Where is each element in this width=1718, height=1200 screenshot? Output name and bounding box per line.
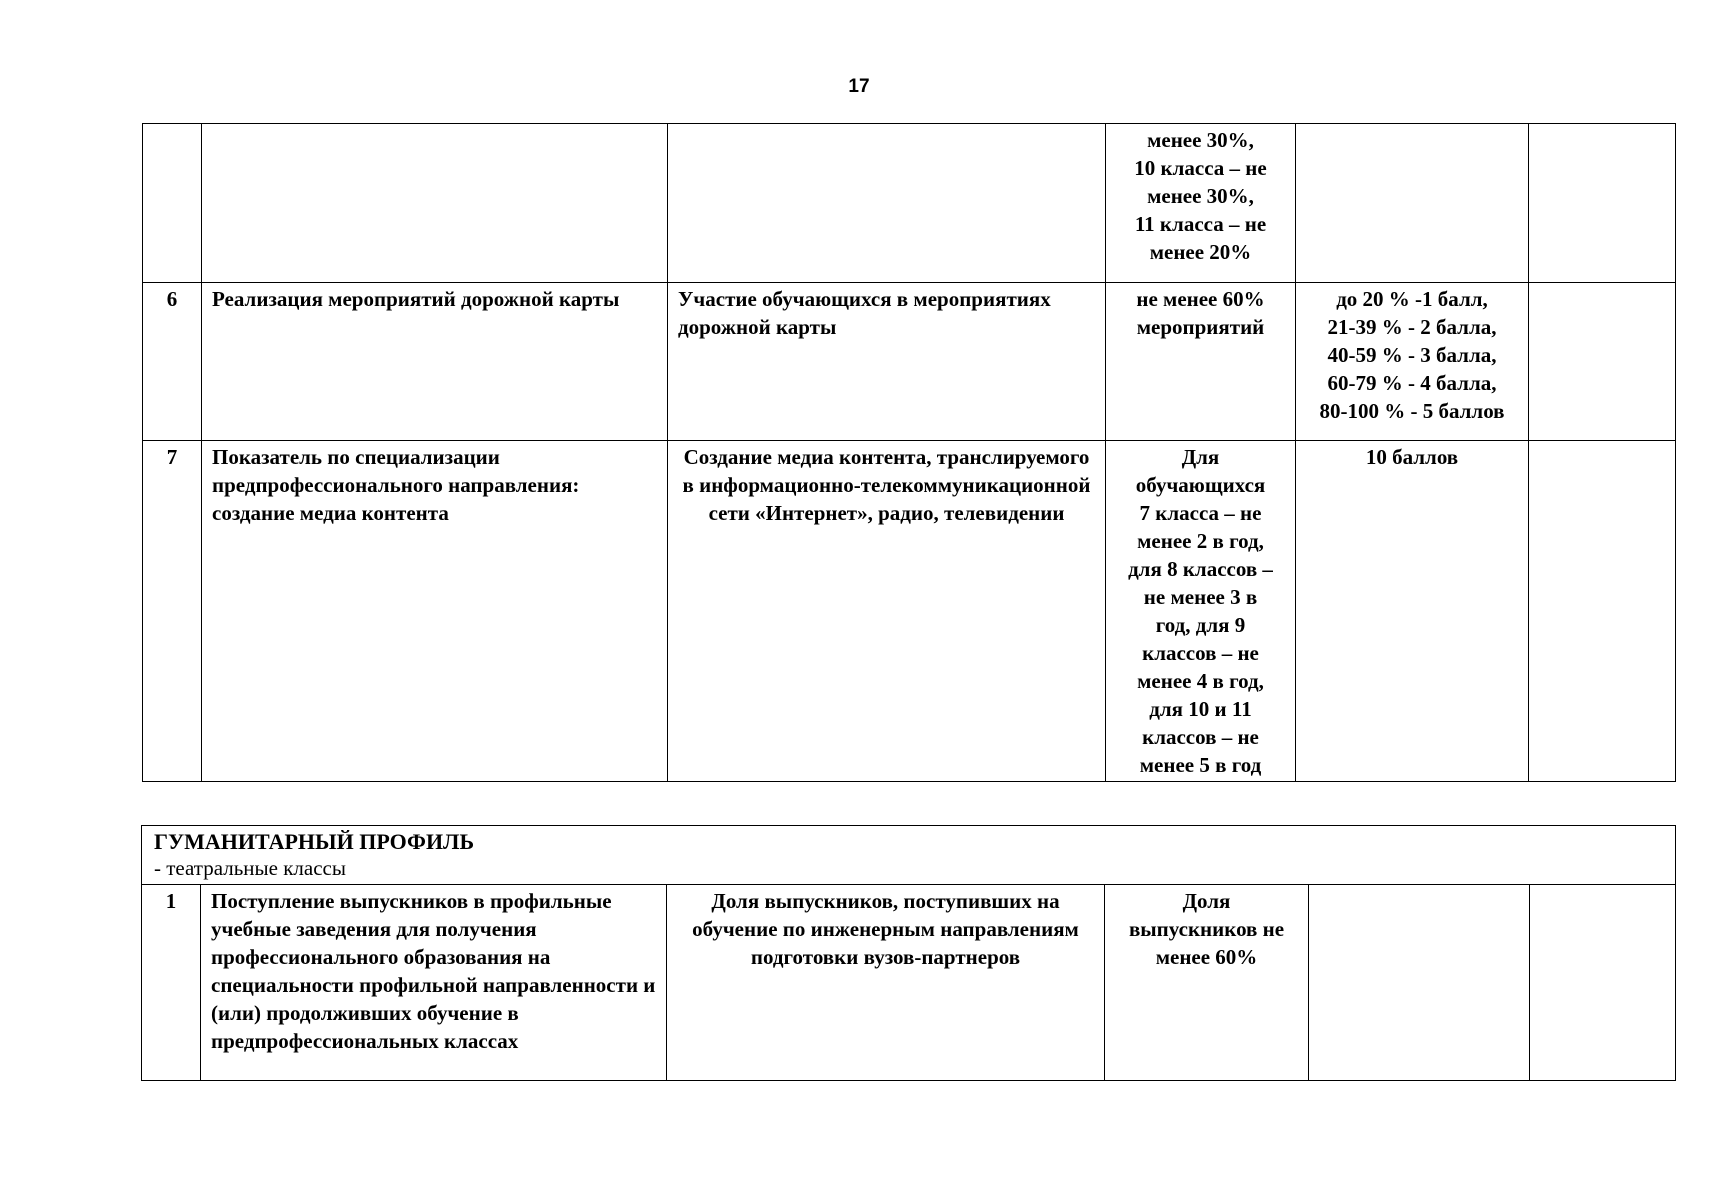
target-line: для 10 и 11 bbox=[1149, 697, 1252, 721]
target-line: менее 20% bbox=[1149, 240, 1252, 264]
target-line: 10 класса – не bbox=[1134, 156, 1267, 180]
profile-subtitle: - театральные классы bbox=[154, 856, 346, 880]
target-line: год, для 9 bbox=[1155, 613, 1246, 637]
target-line: менее 30%, bbox=[1147, 128, 1254, 152]
row-number bbox=[143, 124, 202, 283]
table-row bbox=[143, 124, 1676, 283]
target-line: для 8 классов – bbox=[1128, 557, 1273, 581]
target-line: классов – не bbox=[1142, 725, 1259, 749]
target-cell bbox=[1106, 283, 1296, 441]
score-line: 40-59 % - 3 балла, bbox=[1327, 343, 1497, 367]
target-line: Доля bbox=[1182, 889, 1231, 913]
row-number: 1 bbox=[142, 885, 201, 1081]
criterion-cell: Участие обучающихся в мероприятиях дорожной карты bbox=[668, 283, 1106, 441]
score-cell bbox=[1296, 283, 1529, 441]
score-line: 60-79 % - 4 балла, bbox=[1327, 371, 1497, 395]
humanities-profile-table bbox=[141, 825, 1676, 1081]
indicator-cell: Показатель по специализации предпрофессионального направления: создание медиа контента bbox=[202, 441, 668, 782]
criteria-table-continued bbox=[142, 123, 1676, 782]
target-line: Для bbox=[1181, 445, 1220, 469]
target-cell bbox=[1106, 441, 1296, 782]
criterion-cell: Доля выпускников, поступивших на обучение по инженерным направлениям подготовки вузов-партнеров bbox=[667, 885, 1105, 1081]
page-number: 17 bbox=[848, 76, 870, 97]
target-line: не менее 3 в bbox=[1143, 585, 1258, 609]
score-line: 10 баллов bbox=[1365, 445, 1459, 469]
target-line: мероприятий bbox=[1136, 315, 1265, 339]
row-number: 7 bbox=[143, 441, 202, 782]
target-line: менее 2 в год, bbox=[1137, 529, 1264, 553]
score-cell bbox=[1309, 885, 1530, 1081]
table-row bbox=[143, 283, 1676, 441]
target-line: менее 30%, bbox=[1147, 184, 1254, 208]
score-cell bbox=[1296, 441, 1529, 782]
extra-cell bbox=[1529, 441, 1676, 782]
target-line: менее 5 в год bbox=[1139, 753, 1262, 777]
extra-cell bbox=[1529, 124, 1676, 283]
target-line: не менее 60% bbox=[1136, 287, 1265, 311]
extra-cell bbox=[1530, 885, 1676, 1081]
indicator-cell bbox=[202, 124, 668, 283]
table-row bbox=[143, 441, 1676, 782]
score-line: до 20 % -1 балл, bbox=[1336, 287, 1488, 311]
indicator-cell: Реализация мероприятий дорожной карты bbox=[202, 283, 668, 441]
indicator-cell: Поступление выпускников в профильные учебные заведения для получения профессионального образования на специальности профильной направленности и (или) продолживших обучение в предпрофессиональных классах bbox=[201, 885, 667, 1081]
extra-cell bbox=[1529, 283, 1676, 441]
profile-header-cell bbox=[142, 826, 1676, 885]
table-row bbox=[142, 885, 1676, 1081]
target-line: классов – не bbox=[1142, 641, 1259, 665]
row-number: 6 bbox=[143, 283, 202, 441]
target-line: менее 60% bbox=[1155, 945, 1258, 969]
score-cell bbox=[1296, 124, 1529, 283]
target-cell bbox=[1105, 885, 1309, 1081]
target-line: менее 4 в год, bbox=[1137, 669, 1264, 693]
target-line: 11 класса – не bbox=[1134, 212, 1267, 236]
target-cell bbox=[1106, 124, 1296, 283]
criterion-cell: Создание медиа контента, транслируемого в информационно-телекоммуникационной сети «Интернет», радио, телевидении bbox=[668, 441, 1106, 782]
target-line: выпускников не bbox=[1128, 917, 1285, 941]
profile-title: ГУМАНИТАРНЫЙ ПРОФИЛЬ bbox=[154, 829, 474, 854]
score-line: 21-39 % - 2 балла, bbox=[1327, 315, 1497, 339]
criterion-cell bbox=[668, 124, 1106, 283]
target-line: 7 класса – не bbox=[1139, 501, 1262, 525]
score-line: 80-100 % - 5 баллов bbox=[1319, 399, 1505, 423]
profile-header-row bbox=[142, 826, 1676, 885]
target-line: обучающихся bbox=[1135, 473, 1266, 497]
